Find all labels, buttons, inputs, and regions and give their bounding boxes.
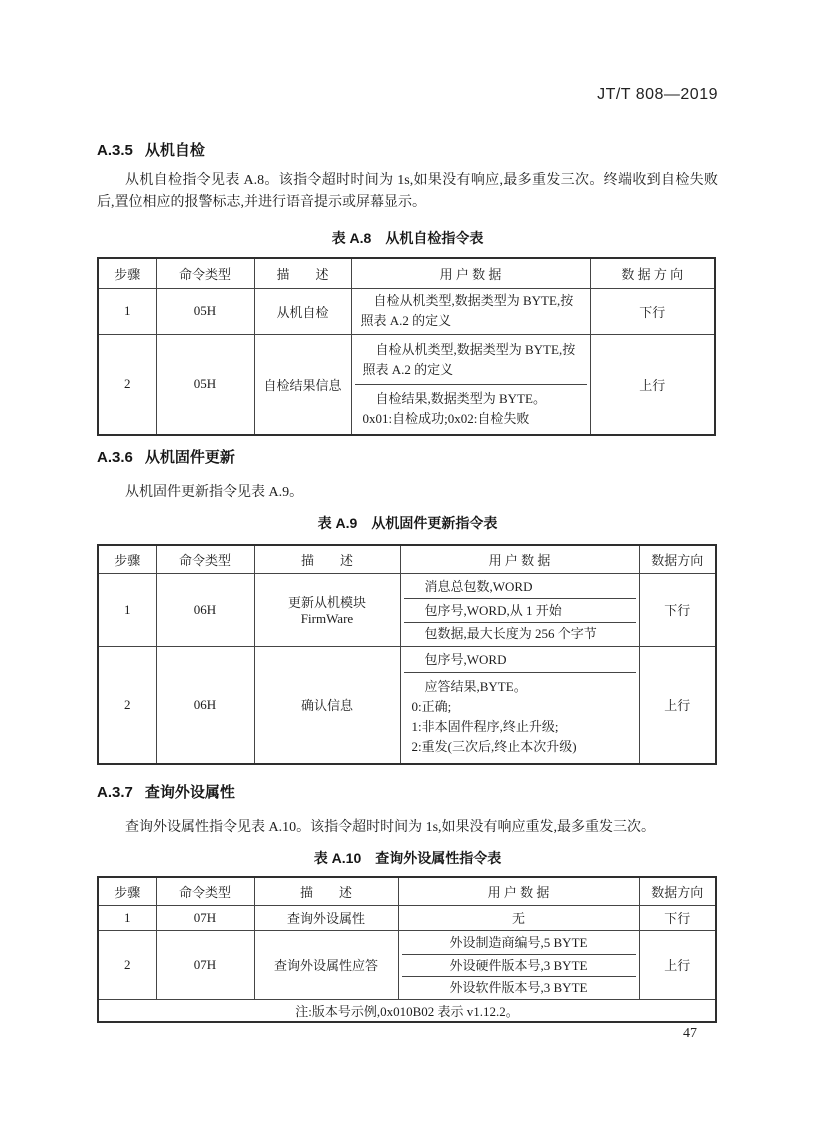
- cell-description: 自检结果信息: [254, 334, 351, 435]
- paragraph-a35: 从机自检指令见表 A.8。该指令超时时间为 1s,如果没有响应,最多重发三次。终端收到自检失败后,置位相应的报警标志,并进行语音提示或屏幕显示。: [97, 173, 718, 210]
- table-row: [98, 646, 716, 764]
- cell-step: 2: [98, 646, 156, 764]
- section-number: A.3.6: [97, 449, 133, 466]
- user-data-text: 自检从机类型,数据类型为 BYTE,按照表 A.2 的定义: [362, 341, 576, 377]
- col-header-user-data: 用 户 数 据: [400, 545, 639, 573]
- cell-user-data: 无: [398, 905, 639, 930]
- section-title: 从机固件更新: [144, 449, 235, 466]
- paragraph-a36: 从机固件更新指令见表 A.9。: [125, 485, 304, 500]
- cell-command: 05H: [156, 334, 254, 435]
- col-header-description: 描 述: [254, 258, 351, 288]
- paragraph-a37: 查询外设属性指令见表 A.10。该指令超时时间为 1s,如果没有响应重发,最多重发三次。: [125, 820, 656, 835]
- user-data-subcell: [402, 932, 636, 954]
- table-a8-caption-title: 从机自检指令表: [385, 230, 484, 246]
- user-data-text: 自检结果,数据类型为 BYTE。: [375, 390, 546, 406]
- cell-command: 06H: [156, 573, 254, 646]
- cell-description: 查询外设属性: [254, 905, 398, 930]
- section-heading-a36: [97, 446, 718, 467]
- cell-direction: 下行: [639, 905, 716, 930]
- table-a9-caption-label: 表 A.9: [317, 515, 358, 531]
- cell-step: 1: [98, 905, 156, 930]
- col-header-command-type: 命令类型: [156, 877, 254, 905]
- table-row: [98, 905, 716, 930]
- cell-user-data: [400, 573, 639, 646]
- user-data-text: 包序号,WORD,从 1 开始: [424, 602, 562, 618]
- cell-direction: 上行: [639, 930, 716, 999]
- table-a8: [97, 257, 716, 436]
- table-a9-header-row: [98, 545, 716, 573]
- cell-direction: 上行: [639, 646, 716, 764]
- user-data-text: 外设软件版本号,3 BYTE: [449, 979, 588, 995]
- user-data-subcell: [404, 672, 636, 762]
- col-header-description: 描 述: [254, 877, 398, 905]
- page-number: 47: [683, 1026, 697, 1041]
- cell-command: 06H: [156, 646, 254, 764]
- user-data-subcell: [404, 575, 636, 598]
- cell-description: 查询外设属性应答: [254, 930, 398, 999]
- cell-step: 1: [98, 573, 156, 646]
- section-title: 从机自检: [144, 142, 205, 159]
- table-row: [98, 334, 715, 435]
- cell-command: 05H: [156, 288, 254, 334]
- user-data-text: 自检从机类型,数据类型为 BYTE,按照表 A.2 的定义: [360, 293, 574, 328]
- user-data-text: 外设制造商编号,5 BYTE: [449, 935, 588, 950]
- user-data-subcell: [404, 648, 636, 672]
- cell-description: 确认信息: [254, 646, 400, 764]
- cell-user-data: [398, 930, 639, 999]
- user-data-text: 外设硬件版本号,3 BYTE: [449, 957, 588, 973]
- cell-step: 2: [98, 334, 156, 435]
- user-data-subcell: [402, 954, 636, 976]
- cell-step: 1: [98, 288, 156, 334]
- section-heading-a37: [97, 781, 718, 802]
- user-data-text: 0x01:自检成功;0x02:自检失败: [362, 410, 530, 426]
- table-note-row: [98, 999, 716, 1022]
- user-data-text: 消息总包数,WORD: [424, 578, 533, 594]
- user-data-text: 1:非本固件程序,终止升级;: [411, 719, 559, 734]
- col-header-user-data: 用 户 数 据: [351, 258, 590, 288]
- col-header-user-data: 用 户 数 据: [398, 877, 639, 905]
- cell-direction: 上行: [590, 334, 715, 435]
- description-line: FirmWare: [300, 611, 354, 626]
- table-a9: [97, 544, 717, 765]
- user-data-text: 0:正确;: [411, 699, 452, 714]
- cell-command: 07H: [156, 930, 254, 999]
- table-a8-header-row: [98, 258, 715, 288]
- table-a10-header-row: [98, 877, 716, 905]
- cell-direction: 下行: [639, 573, 716, 646]
- table-row: [98, 288, 715, 334]
- cell-user-data: [351, 334, 590, 435]
- user-data-subcell: [404, 622, 636, 645]
- section-title: 查询外设属性: [144, 784, 235, 801]
- user-data-subcell: [355, 336, 587, 384]
- doc-code: JT/T 808—2019: [597, 86, 718, 103]
- col-header-direction: 数据方向: [639, 877, 716, 905]
- user-data-text: 应答结果,BYTE。: [424, 679, 527, 694]
- user-data-text: 包数据,最大长度为 256 个字节: [424, 626, 597, 641]
- table-a8-caption: [97, 228, 718, 248]
- table-a9-caption: [97, 513, 718, 533]
- user-data-text: 2:重发(三次后,终止本次升级): [411, 739, 577, 754]
- col-header-direction: 数据方向: [639, 545, 716, 573]
- col-header-step: 步骤: [98, 877, 156, 905]
- section-heading-a35: [97, 139, 718, 160]
- user-data-subcell: [402, 976, 636, 998]
- table-a10-caption: [97, 848, 718, 868]
- cell-user-data: [351, 288, 590, 334]
- section-number: A.3.7: [97, 784, 133, 801]
- user-data-subcell: [404, 598, 636, 622]
- cell-description: [254, 573, 400, 646]
- table-row: [98, 573, 716, 646]
- table-a10: [97, 876, 717, 1023]
- col-header-direction: 数 据 方 向: [590, 258, 715, 288]
- cell-step: 2: [98, 930, 156, 999]
- col-header-command-type: 命令类型: [156, 545, 254, 573]
- cell-user-data: [400, 646, 639, 764]
- cell-command: 07H: [156, 905, 254, 930]
- col-header-step: 步骤: [98, 258, 156, 288]
- table-a10-caption-title: 查询外设属性指令表: [375, 850, 502, 866]
- table-row: [98, 930, 716, 999]
- table-a9-caption-title: 从机固件更新指令表: [371, 515, 498, 531]
- user-data-text: 包序号,WORD: [424, 652, 507, 667]
- table-a8-caption-label: 表 A.8: [331, 230, 372, 246]
- cell-direction: 下行: [590, 288, 715, 334]
- col-header-description: 描 述: [254, 545, 400, 573]
- cell-description: 从机自检: [254, 288, 351, 334]
- table-note: 注:版本号示例,0x010B02 表示 v1.12.2。: [98, 999, 716, 1022]
- col-header-command-type: 命令类型: [156, 258, 254, 288]
- description-line: 更新从机模块: [287, 595, 366, 610]
- table-a10-caption-label: 表 A.10: [313, 850, 362, 866]
- col-header-step: 步骤: [98, 545, 156, 573]
- user-data-subcell: [355, 384, 587, 433]
- section-number: A.3.5: [97, 142, 133, 159]
